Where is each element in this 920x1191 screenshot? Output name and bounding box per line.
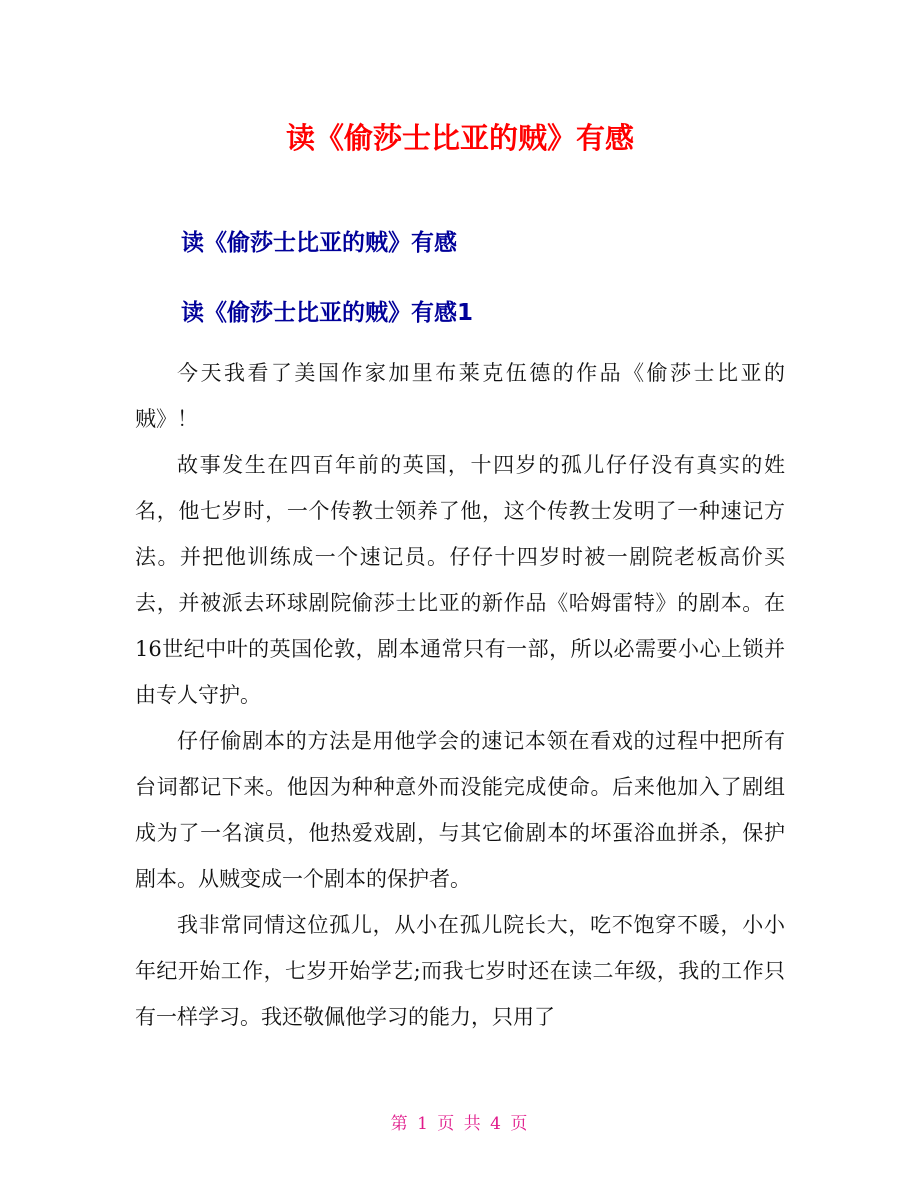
subtitle-heading: 读《偷莎士比亚的贼》有感	[181, 230, 457, 256]
paragraph-3: 仔仔偷剧本的方法是用他学会的速记本领在看戏的过程中把所有台词都记下来。他因为种种意外而没能完成使命。后来他加入了剧组成为了一名演员，他热爱戏剧，与其它偷剧本的坏蛋浴血拼杀，保护剧本。从贼变成一个剧本的保护者。	[135, 729, 785, 891]
paragraph-4: 我非常同情这位孤儿，从小在孤儿院长大，吃不饱穿不暖，小小年纪开始工作，七岁开始学艺;而我七岁时还在读二年级，我的工作只有一样学习。我还敬佩他学习的能力，只用了	[135, 913, 785, 1029]
section-heading: 读《偷莎士比亚的贼》有感1	[181, 300, 474, 326]
body-text	[135, 350, 785, 1040]
paragraph-2: 故事发生在四百年前的英国，十四岁的孤儿仔仔没有真实的姓名，他七岁时，一个传教士领养了他，这个传教士发明了一种速记方法。并把他训练成一个速记员。仔仔十四岁时被一剧院老板高价买去，并被派去环球剧院偷莎士比亚的新作品《哈姆雷特》的剧本。在16世纪中叶的英国伦敦，剧本通常只有一部，所以必需要小心上锁并由专人守护。	[135, 453, 785, 707]
paragraph-1: 今天我看了美国作家加里布莱克伍德的作品《偷莎士比亚的贼》！	[135, 361, 785, 431]
page-number-footer: 第 1 页 共 4 页	[390, 1114, 530, 1134]
document-title: 读《偷莎士比亚的贼》有感	[285, 121, 634, 155]
